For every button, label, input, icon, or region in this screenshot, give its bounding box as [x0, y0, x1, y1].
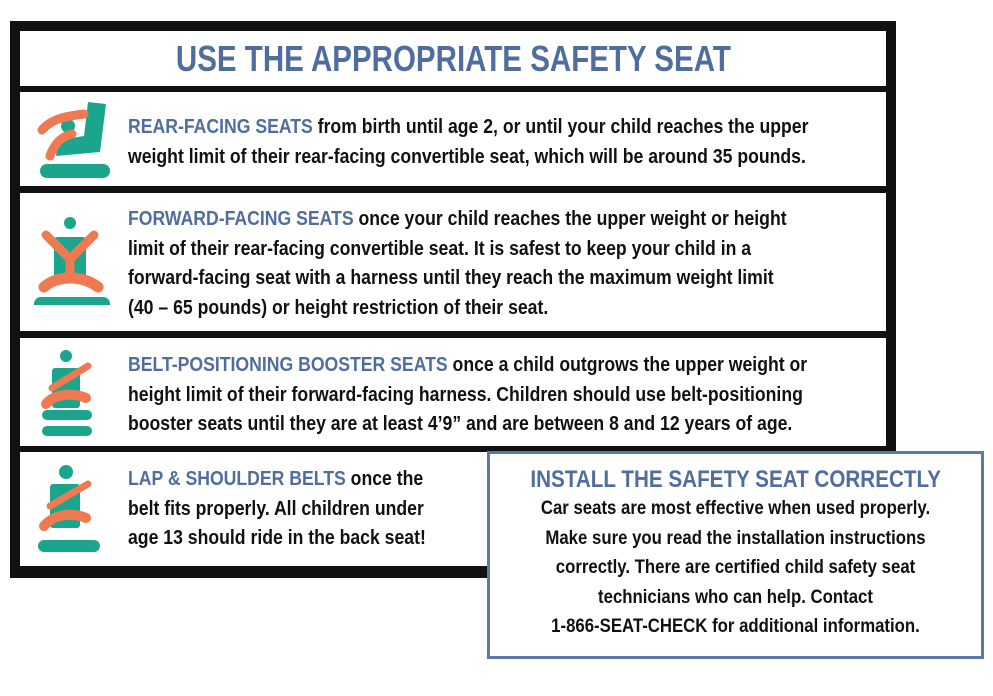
row-text [128, 350, 807, 439]
row-label: FORWARD-FACING SEATS [128, 207, 354, 230]
install-title: INSTALL THE SAFETY SEAT CORRECTLY [530, 466, 941, 493]
row-line: once a child outgrows the upper weight or [447, 353, 808, 376]
row-line: height limit of their forward-facing harness. Children should use belt-positioning [128, 382, 803, 406]
install-line: 1-866-SEAT-CHECK for additional information. [551, 615, 920, 637]
row-line: limit of their rear-facing convertible seat. It is safest to keep your child in a [128, 236, 752, 260]
install-correctly-box [487, 451, 984, 659]
row-line: age 13 should ride in the back seat! [128, 526, 426, 549]
row-rear-facing [20, 92, 886, 186]
page-title: USE THE APPROPRIATE SAFETY SEAT [175, 37, 731, 79]
row-line: booster seats until they are at least 4’9” and are between 8 and 12 years of age. [128, 412, 793, 435]
row-line: belt fits properly. All children under [128, 496, 424, 520]
row-line: forward-facing seat with a harness until they reach the maximum weight limit [128, 266, 774, 289]
row-text [128, 112, 808, 171]
install-line: technicians who can help. Contact [598, 585, 873, 608]
rear-facing-seat-icon [28, 94, 118, 184]
row-label: BELT-POSITIONING BOOSTER SEATS [128, 353, 448, 376]
row-label: LAP & SHOULDER BELTS [128, 467, 346, 490]
row-line: once your child reaches the upper weight or height [353, 207, 787, 230]
row-line: from birth until age 2, or until your child reaches the upper [312, 115, 809, 138]
install-line: correctly. There are certified child safety seat [555, 556, 916, 578]
row-label: REAR-FACING SEATS [128, 115, 313, 138]
row-line: once the [345, 467, 424, 490]
row-booster [20, 338, 886, 446]
forward-facing-seat-icon [28, 215, 118, 305]
row-line: (40 – 65 pounds) or height restriction of their seat. [128, 295, 549, 319]
row-text [128, 204, 787, 322]
row-line: weight limit of their rear-facing convertible seat, which will be around 35 pounds. [128, 144, 806, 168]
row-text [128, 464, 426, 553]
install-line: Make sure you read the installation instructions [545, 526, 926, 549]
booster-seat-icon [28, 348, 118, 438]
install-body [524, 494, 946, 642]
title-banner [20, 31, 886, 86]
row-lap-shoulder [20, 452, 490, 566]
seat-belt-icon [28, 462, 118, 552]
row-forward-facing [20, 193, 886, 331]
install-line: Car seats are most effective when used properly. [540, 497, 931, 519]
